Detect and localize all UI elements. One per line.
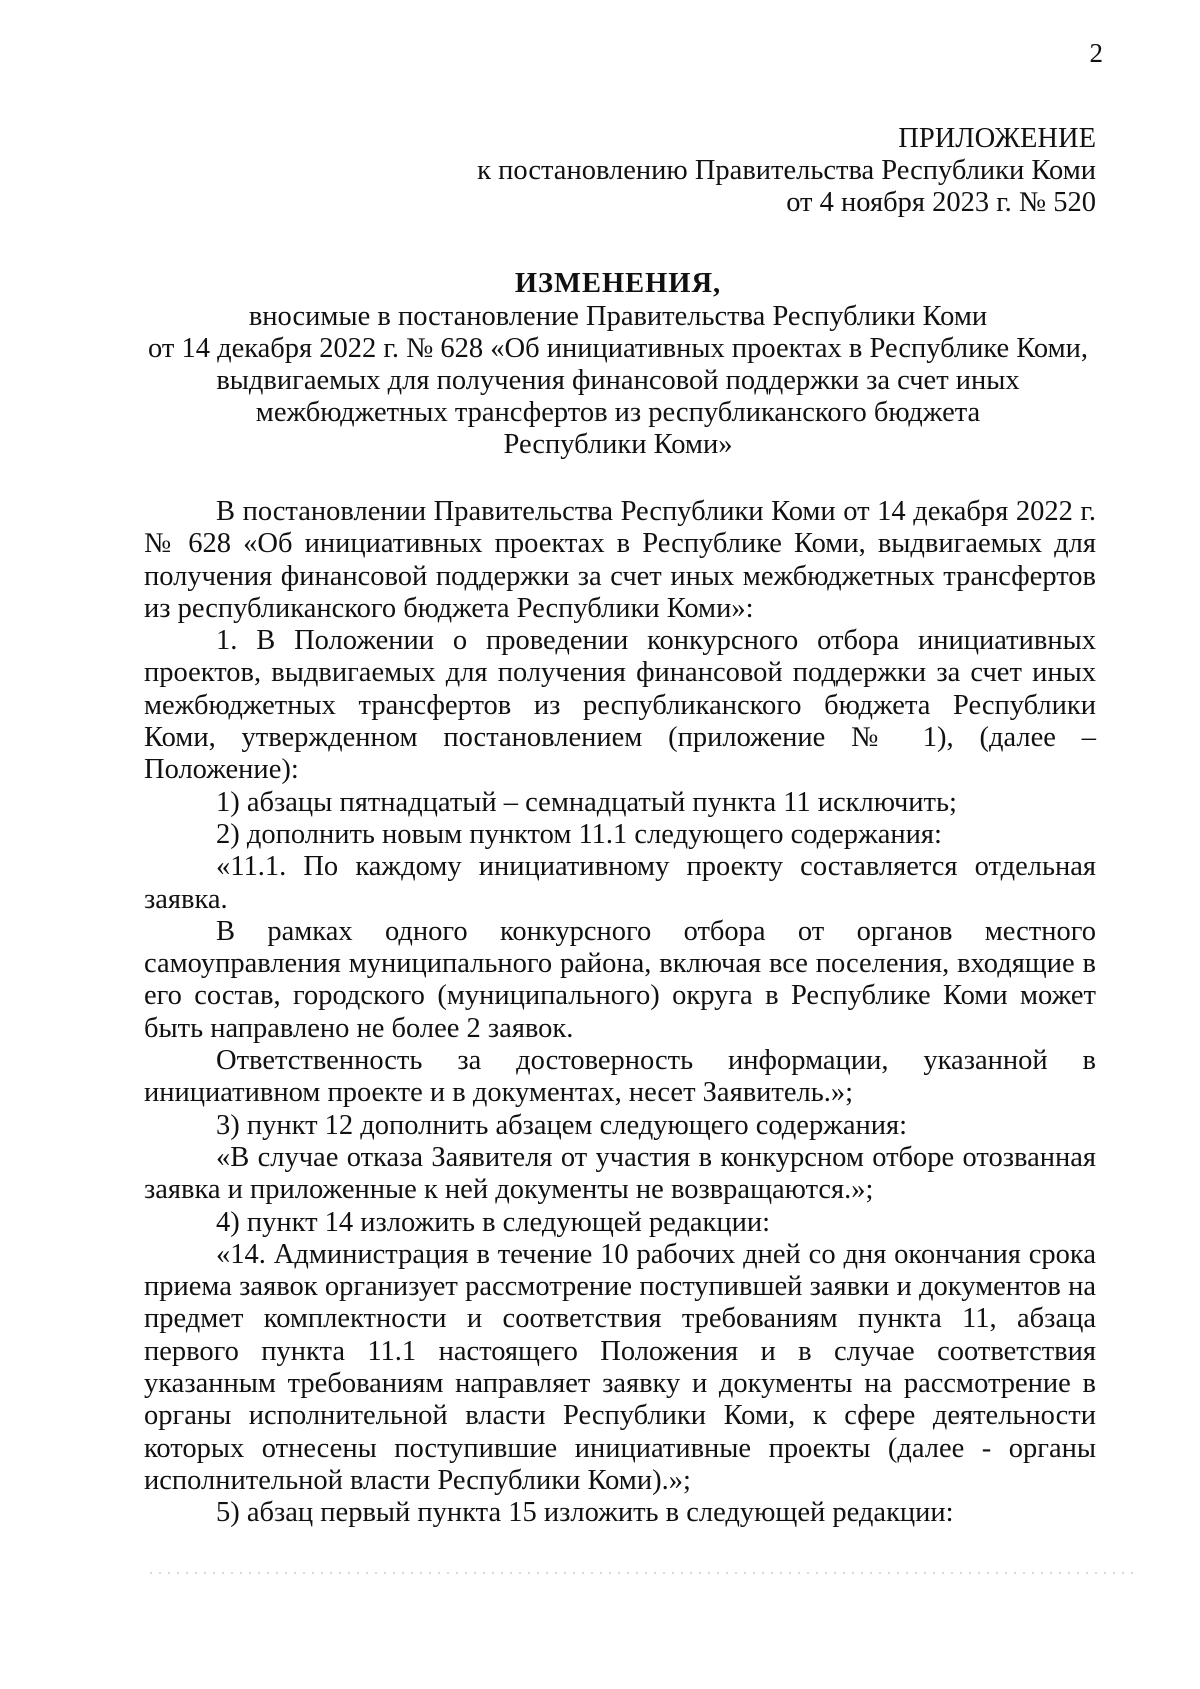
paragraph: 3) пункт 12 дополнить абзацем следующего содержания: [216,1109,908,1141]
paragraph: 1. В Положении о проведении конкурсного отбора инициативных проектов, выдвигаемых для получения финансовой поддержки за счет иных межбюджетных трансфертов из республиканского бюджета Республики Коми, утвержденном постановлением (приложение № 1), (далее – Положение): [144,625,1096,786]
heading-line: от 14 декабря 2022 г. № 628 «Об инициативных проектах в Республике Коми, [147,333,1088,364]
scan-artifact-line [150,1572,1140,1574]
heading-title: ИЗМЕНЕНИЯ, [514,268,722,299]
document-heading [140,268,1096,461]
heading-line: вносимые в постановление Правительства Республики Коми [248,301,988,332]
appendix-reference: к постановлению Правительства Республики Коми [477,155,1096,186]
paragraph: 2) дополнить новым пунктом 11.1 следующего содержания: [216,818,942,850]
paragraph: 4) пункт 14 изложить в следующей редакции: [216,1206,771,1238]
paragraph: В постановлении Правительства Республики Коми от 14 декабря 2022 г. № 628 «Об инициативных проектах в Республике Коми, выдвигаемых для получения финансовой поддержки за счет иных межбюджетных трансфертов из республиканского бюджета Республики Коми»: [144,496,1096,624]
document-body [144,496,1096,1530]
paragraph: Ответственность за достоверность информации, указанной в инициативном проекте и в документах, несет Заявитель.»; [144,1045,1096,1109]
heading-line: межбюджетных трансфертов из республиканского бюджета [255,397,981,428]
paragraph: 1) абзацы пятнадцатый – семнадцатый пункта 11 исключить; [216,786,957,818]
heading-line: выдвигаемых для получения финансовой поддержки за счет иных [216,365,1020,396]
appendix-header [456,123,1096,219]
paragraph: В рамках одного конкурсного отбора от органов местного самоуправления муниципального района, включая все поселения, входящие в его состав, городского (муниципального) округа в Республике Коми может быть направлено не более 2 заявок. [144,915,1096,1044]
paragraph: 5) абзац первый пункта 15 изложить в следующей редакции: [216,1497,954,1529]
heading-line: Республики Коми» [503,429,733,460]
appendix-title: ПРИЛОЖЕНИЕ [898,123,1096,154]
appendix-date-number: от 4 ноября 2023 г. № 520 [786,187,1096,218]
paragraph: «В случае отказа Заявителя от участия в конкурсном отборе отозванная заявка и приложенные к ней документы не возвращаются.»; [144,1141,1096,1206]
page-number: 2 [1089,38,1103,68]
paragraph: «11.1. По каждому инициативному проекту составляется отдельная заявка. [144,851,1096,915]
paragraph: «14. Администрация в течение 10 рабочих дней со дня окончания срока приема заявок организует рассмотрение поступившей заявки и документов на предмет комплектности и соответствия требованиям пункта 11, абзаца первого пункта 11.1 настоящего Положения и в случае соответствия указанным требованиям направляет заявку и документы на рассмотрение в органы исполнительной власти Республики Коми, к сфере деятельности которых отнесены поступившие инициативные проекты (далее - органы исполнительной власти Республики Коми).»; [144,1238,1096,1496]
